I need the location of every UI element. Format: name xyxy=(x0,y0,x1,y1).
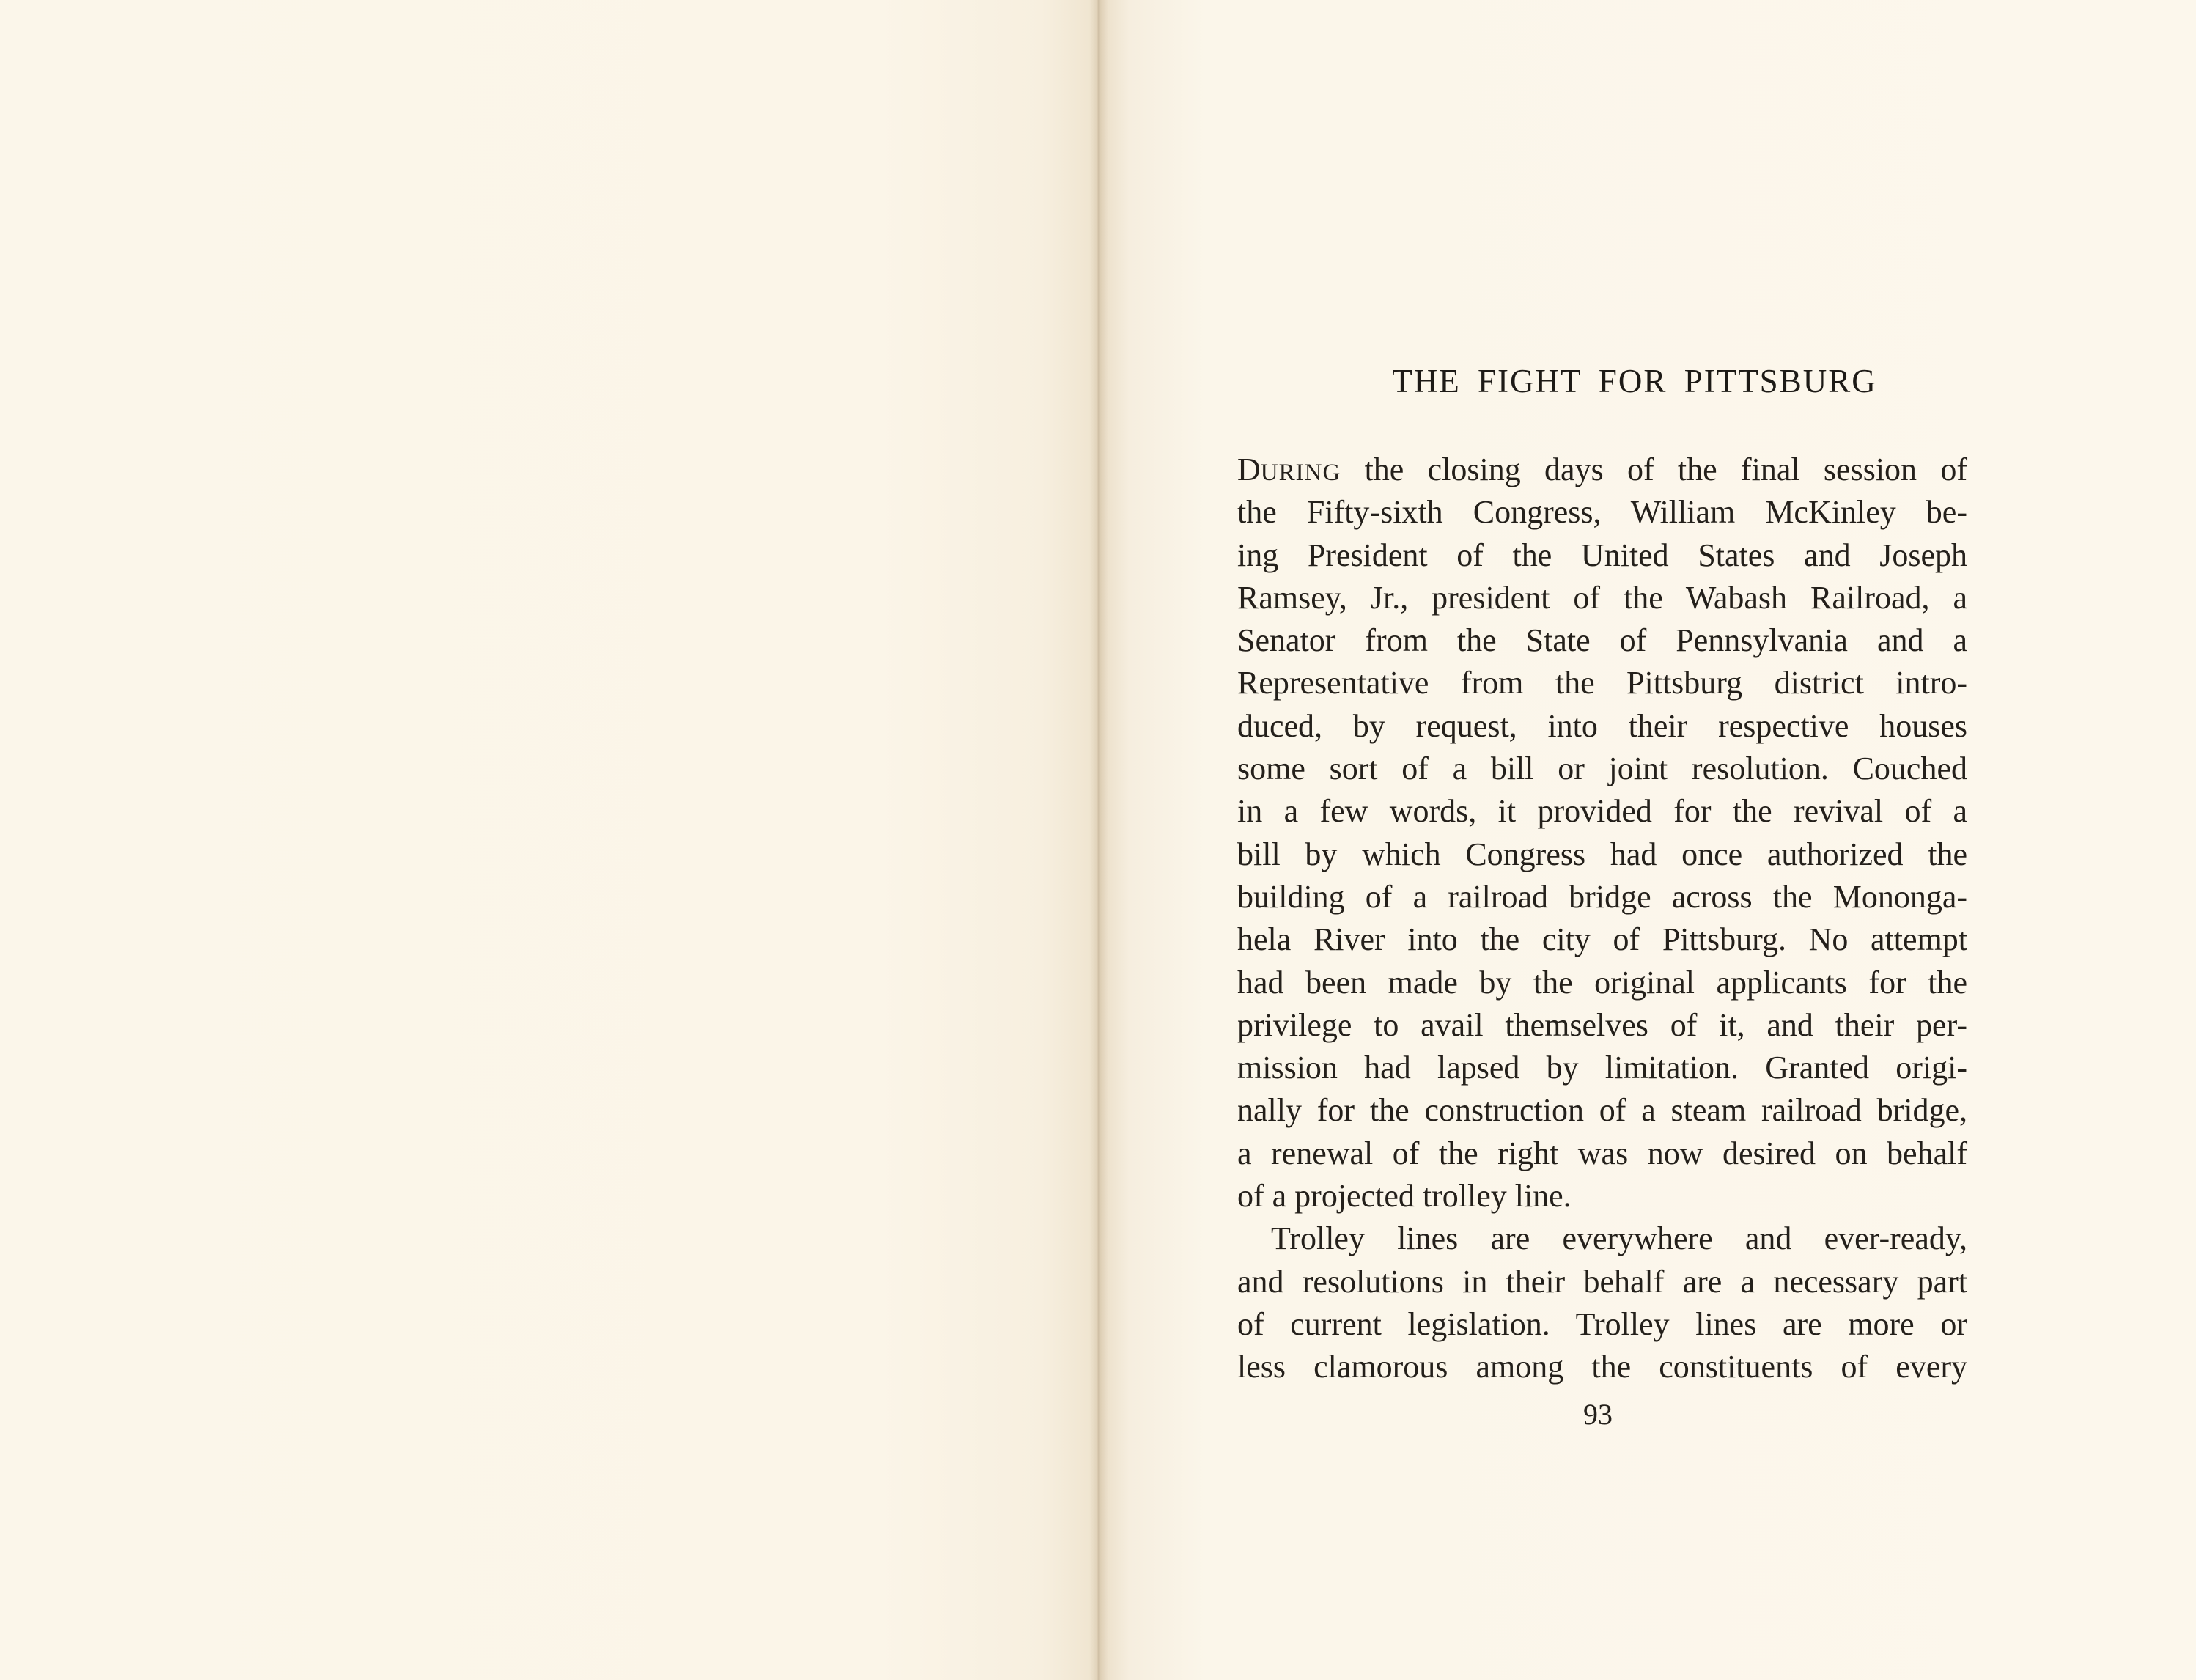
text-line-21: of current legislation. Trolley lines are more or xyxy=(1237,1305,1967,1342)
body-text xyxy=(1237,449,1967,1389)
text-line-18: of a projected trolley line. xyxy=(1237,1178,1572,1215)
text-line-12: hela River into the city of Pittsburg. No attempt xyxy=(1237,921,1967,958)
text-line-14: privilege to avail themselves of it, and their per- xyxy=(1237,1006,1967,1043)
text-line-1 xyxy=(1237,449,1967,491)
lead-word-initial: D xyxy=(1237,452,1261,487)
chapter-title: THE FIGHT FOR PITTSBURG xyxy=(1392,363,1877,399)
text-line-22: less clamorous among the constituents of every xyxy=(1237,1349,1967,1385)
text-line-3: ing President of the United States and Joseph xyxy=(1237,537,1967,573)
text-line-19: Trolley lines are everywhere and ever-ready, xyxy=(1271,1220,1967,1257)
text-line-2: the Fifty-sixth Congress, William McKinley be- xyxy=(1237,494,1967,531)
text-line-20: and resolutions in their behalf are a necessary part xyxy=(1237,1263,1967,1300)
text-line-13: had been made by the original applicants for the xyxy=(1237,964,1967,1001)
text-line-15: mission had lapsed by limitation. Granted origi- xyxy=(1237,1050,1967,1086)
text-line-1-rest: the closing days of the final session of xyxy=(1341,452,1967,487)
text-line-17: a renewal of the right was now desired on behalf xyxy=(1237,1135,1967,1171)
page-number: 93 xyxy=(1583,1398,1613,1431)
text-line-5: Senator from the State of Pennsylvania and a xyxy=(1237,622,1967,659)
left-page-blank xyxy=(0,0,1097,1680)
book-gutter xyxy=(1089,0,1108,1680)
text-line-7: duced, by request, into their respective houses xyxy=(1237,707,1967,744)
text-line-16: nally for the construction of a steam railroad bridge, xyxy=(1237,1092,1967,1129)
text-line-11: building of a railroad bridge across the Mononga- xyxy=(1237,878,1967,915)
lead-word-rest: URING xyxy=(1260,460,1341,486)
text-line-8: some sort of a bill or joint resolution. Couched xyxy=(1237,751,1967,787)
text-line-6: Representative from the Pittsburg district intro- xyxy=(1237,665,1967,701)
text-line-4: Ramsey, Jr., president of the Wabash Railroad, a xyxy=(1237,579,1967,616)
text-line-9: in a few words, it provided for the revival of a xyxy=(1237,793,1967,830)
text-line-10: bill by which Congress had once authorized the xyxy=(1237,836,1967,872)
